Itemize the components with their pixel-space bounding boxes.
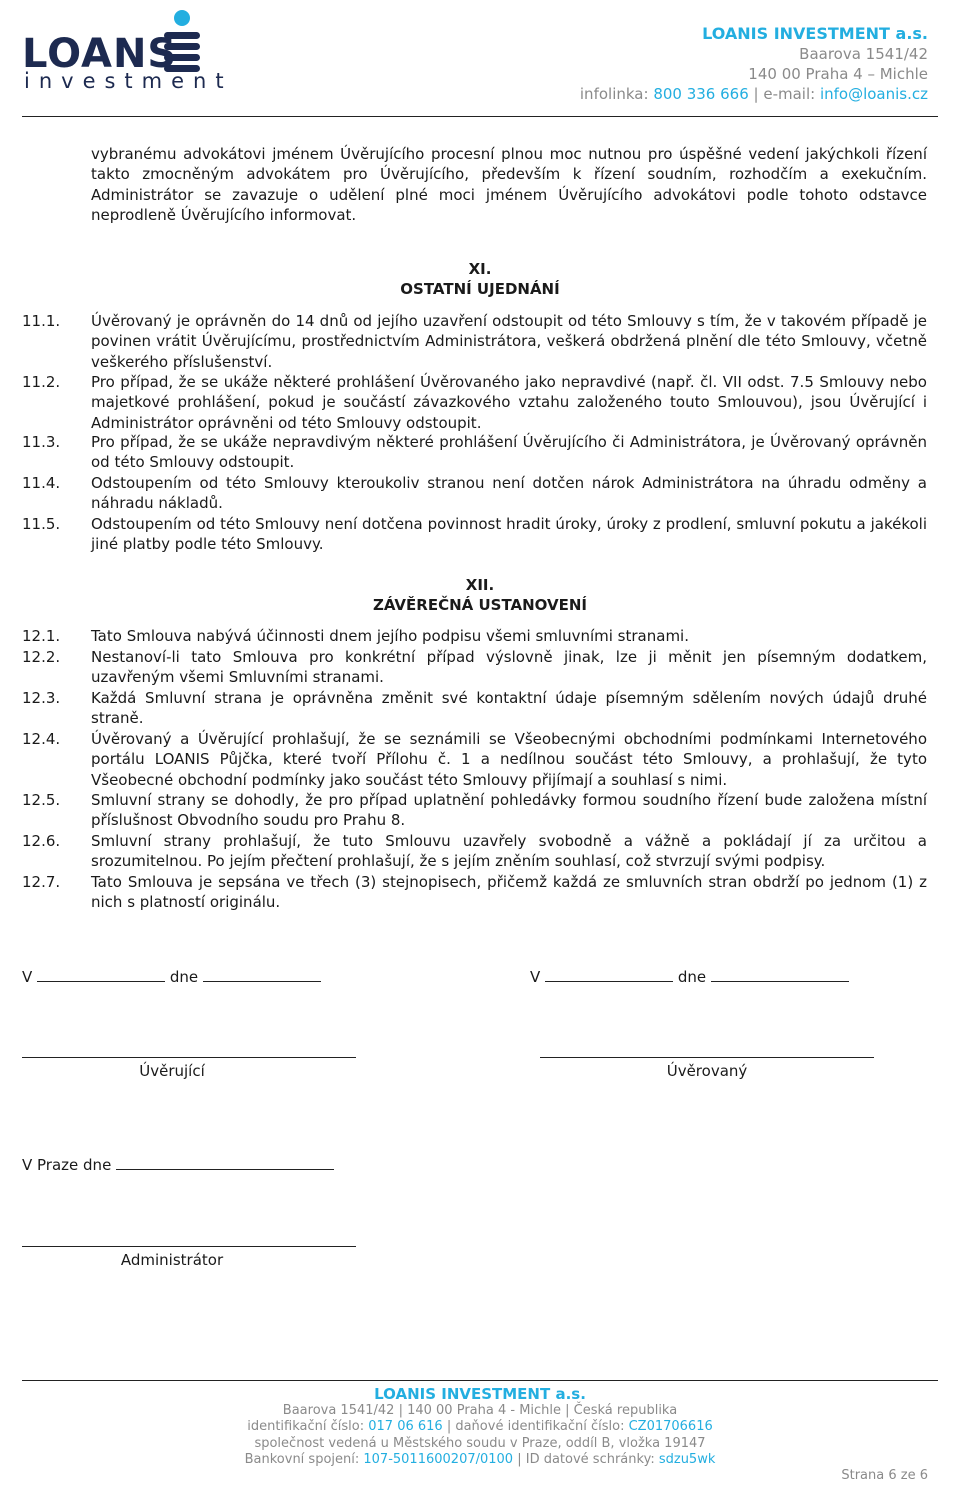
header-company-name: LOANIS INVESTMENT a.s. (702, 24, 928, 43)
intro-paragraph: vybranému advokátovi jménem Úvěrujícího procesní plnou moc nutnou pro úspěšné vedení jakýchkoli řízení takto zmocněným advokátem pro Úvěrujícího, především k řízení soudním, rozhodčím a exekučním. Administrátor se zavazuje o udělení plné moci jménem Úvěrujícího advokátovi podle tohoto odstavce neprodleně Úvěrujícího informovat. (91, 145, 927, 224)
ic-value: 017 06 616 (368, 1419, 443, 1434)
section-12-title: ZÁVĚREČNÁ USTANOVENÍ (372, 596, 588, 614)
email-label: e-mail: (763, 85, 820, 103)
place-label: V (530, 968, 541, 986)
signature-line-uverovany[interactable] (540, 1057, 874, 1058)
clause-12-6 (22, 831, 927, 872)
place-label: V (22, 968, 33, 986)
date-blank-line[interactable] (203, 967, 321, 982)
footer-divider (22, 1380, 938, 1381)
clause-number: 12.2. (22, 648, 61, 666)
signature-place-date-admin (22, 1155, 334, 1175)
page-number: Strana 6 ze 6 (841, 1468, 928, 1483)
clause-text: Smluvní strany se dohodly, že pro případ uplatnění pohledávky formou soudního řízení bude založena místní příslušnost Obvodního soudu pro Prahu 8. (91, 791, 927, 830)
infoline-label: infolinka: (579, 85, 654, 103)
clause-text: Tato Smlouva je sepsána ve třech (3) stejnopisech, přičemž každá ze smluvních stran obdrží po jednom (1) z nich s platností originálu. (91, 873, 927, 912)
header-street: Baarova 1541/42 (799, 45, 928, 63)
footer-ids (0, 1419, 960, 1436)
clause-number: 11.5. (22, 515, 61, 533)
clause-number: 12.3. (22, 689, 61, 707)
footer-court: společnost vedená u Městského soudu v Praze, oddíl B, vložka 19147 (254, 1435, 706, 1451)
logo-subtitle: investment (24, 69, 233, 93)
clause-number: 12.1. (22, 627, 61, 645)
infoline-number[interactable]: 800 336 666 (653, 85, 749, 103)
data-box-value: sdzu5wk (658, 1452, 716, 1467)
ic-label: identifikační číslo: (247, 1419, 369, 1434)
footer (0, 1386, 960, 1469)
signature-line-administrator[interactable] (22, 1246, 356, 1247)
place-date-label: V Praze dne (22, 1156, 112, 1174)
separator: | (442, 1419, 456, 1434)
separator: | (748, 85, 764, 103)
clause-number: 12.6. (22, 832, 61, 850)
clause-text: Pro případ, že se ukáže některé prohlášení Úvěrovaného jako nepravdivé (např. čl. VII odst. 7.5 Smlouvy nebo majetkové prohlášení, pokud je součástí závazkového vztahu založeného touto Smlouvou), jsou Úvěrující i Administrátor oprávněni od této Smlouvy odstoupit. (91, 373, 927, 432)
clause-number: 11.3. (22, 433, 61, 451)
signature-place-date-right (530, 967, 849, 987)
clause-number: 12.7. (22, 873, 61, 891)
clause-number: 11.1. (22, 312, 61, 330)
footer-address: Baarova 1541/42 | 140 00 Praha 4 - Michle | Česká republika (282, 1402, 678, 1418)
date-label: dne (169, 968, 199, 986)
bank-value: 107-5011600207/0100 (363, 1452, 514, 1467)
clause-12-4 (22, 729, 927, 790)
clause-text: Úvěrovaný a Úvěrující prohlašují, že se seznámili se Všeobecnými obchodními podmínkami Internetového portálu LOANIS Půjčka, které tvoří Přílohu č. 1 a nedílnou součást této Smlouvy, a prohlašují, že tyto Všeobecné obchodní podmínky jako součást této Smlouvy přijímají a souhlasí s nimi. (91, 730, 927, 789)
footer-company-name: LOANIS INVESTMENT a.s. (374, 1385, 586, 1403)
clause-12-1 (22, 626, 927, 646)
data-box-label: ID datové schránky: (525, 1452, 659, 1467)
clause-11-2 (22, 372, 927, 433)
header-divider (22, 116, 938, 117)
section-12-number: XII. (465, 576, 495, 594)
clause-12-7 (22, 872, 927, 913)
footer-bank (0, 1452, 960, 1469)
clause-12-3 (22, 688, 927, 729)
clause-text: Pro případ, že se ukáže nepravdivým některé prohlášení Úvěrujícího či Administrátora, je Úvěrovaný oprávněn od této Smlouvy odstoupit. (91, 433, 927, 472)
clause-text: Nestanoví-li tato Smlouva pro konkrétní případ výslovně jinak, lze ji měnit jen písemným dodatkem, uzavřeným všemi Smluvními stranami. (91, 648, 927, 687)
clause-number: 11.2. (22, 373, 61, 391)
bank-label: Bankovní spojení: (244, 1452, 364, 1467)
clause-number: 12.4. (22, 730, 61, 748)
clause-11-5 (22, 514, 927, 555)
signature-label-uverujici: Úvěrující (139, 1062, 205, 1080)
signature-label-uverovany: Úvěrovaný (666, 1062, 748, 1080)
clause-text: Odstoupením od této Smlouvy není dotčena povinnost hradit úroky, úroky z prodlení, smluvní pokutu a jakékoli jiné platby podle této Smlouvy. (91, 515, 927, 554)
clause-text: Odstoupením od této Smlouvy kteroukoliv stranou není dotčen nárok Administrátora na úhradu odměny a náhradu nákladů. (91, 474, 927, 513)
separator: | (513, 1452, 526, 1467)
clause-12-5 (22, 790, 927, 831)
date-blank-line[interactable] (711, 967, 849, 982)
clause-11-3 (22, 432, 927, 473)
clause-12-2 (22, 647, 927, 688)
header-city: 140 00 Praha 4 – Michle (748, 65, 928, 83)
email-link[interactable]: info@loanis.cz (819, 85, 928, 103)
signature-label-administrator: Administrátor (120, 1251, 224, 1269)
clause-text: Úvěrovaný je oprávněn do 14 dnů od jejího uzavření odstoupit od této Smlouvy s tím, že v takovém případě je povinen vrátit Úvěrujícímu, prostřednictvím Administrátora, veškerá obdržená plnění dle této Smlouvy, včetně veškerého příslušenství. (91, 312, 927, 371)
date-label: dne (677, 968, 707, 986)
section-11-title: OSTATNÍ UJEDNÁNÍ (400, 280, 560, 298)
clause-11-1 (22, 311, 927, 372)
clause-text: Tato Smlouva nabývá účinnosti dnem jejího podpisu všemi smluvními stranami. (91, 627, 689, 645)
company-logo (22, 6, 233, 93)
place-blank-line[interactable] (37, 967, 165, 982)
clause-number: 12.5. (22, 791, 61, 809)
dic-value: CZ01706616 (628, 1419, 713, 1434)
clause-text: Každá Smluvní strana je oprávněna změnit své kontaktní údaje písemným sdělením nových údajů druhé straně. (91, 689, 927, 728)
dic-label: daňové identifikační číslo: (455, 1419, 629, 1434)
place-blank-line[interactable] (545, 967, 673, 982)
clause-text: Smluvní strany prohlašují, že tuto Smlouvu uzavřely svobodně a vážně a pokládají jí za určitou a srozumitelnou. Po jejím přečtení prohlašují, že s jejím zněním souhlasí, což stvrzují svými podpisy. (91, 832, 927, 871)
signature-line-uverujici[interactable] (22, 1057, 356, 1058)
clause-11-4 (22, 473, 927, 514)
header-contact (580, 24, 928, 104)
header-contact-line (580, 84, 928, 104)
signature-place-date-left (22, 967, 321, 987)
logo-wordmark: LOANS (22, 31, 178, 77)
date-blank-line[interactable] (116, 1155, 334, 1170)
section-11-number: XI. (468, 260, 492, 278)
clause-number: 11.4. (22, 474, 61, 492)
